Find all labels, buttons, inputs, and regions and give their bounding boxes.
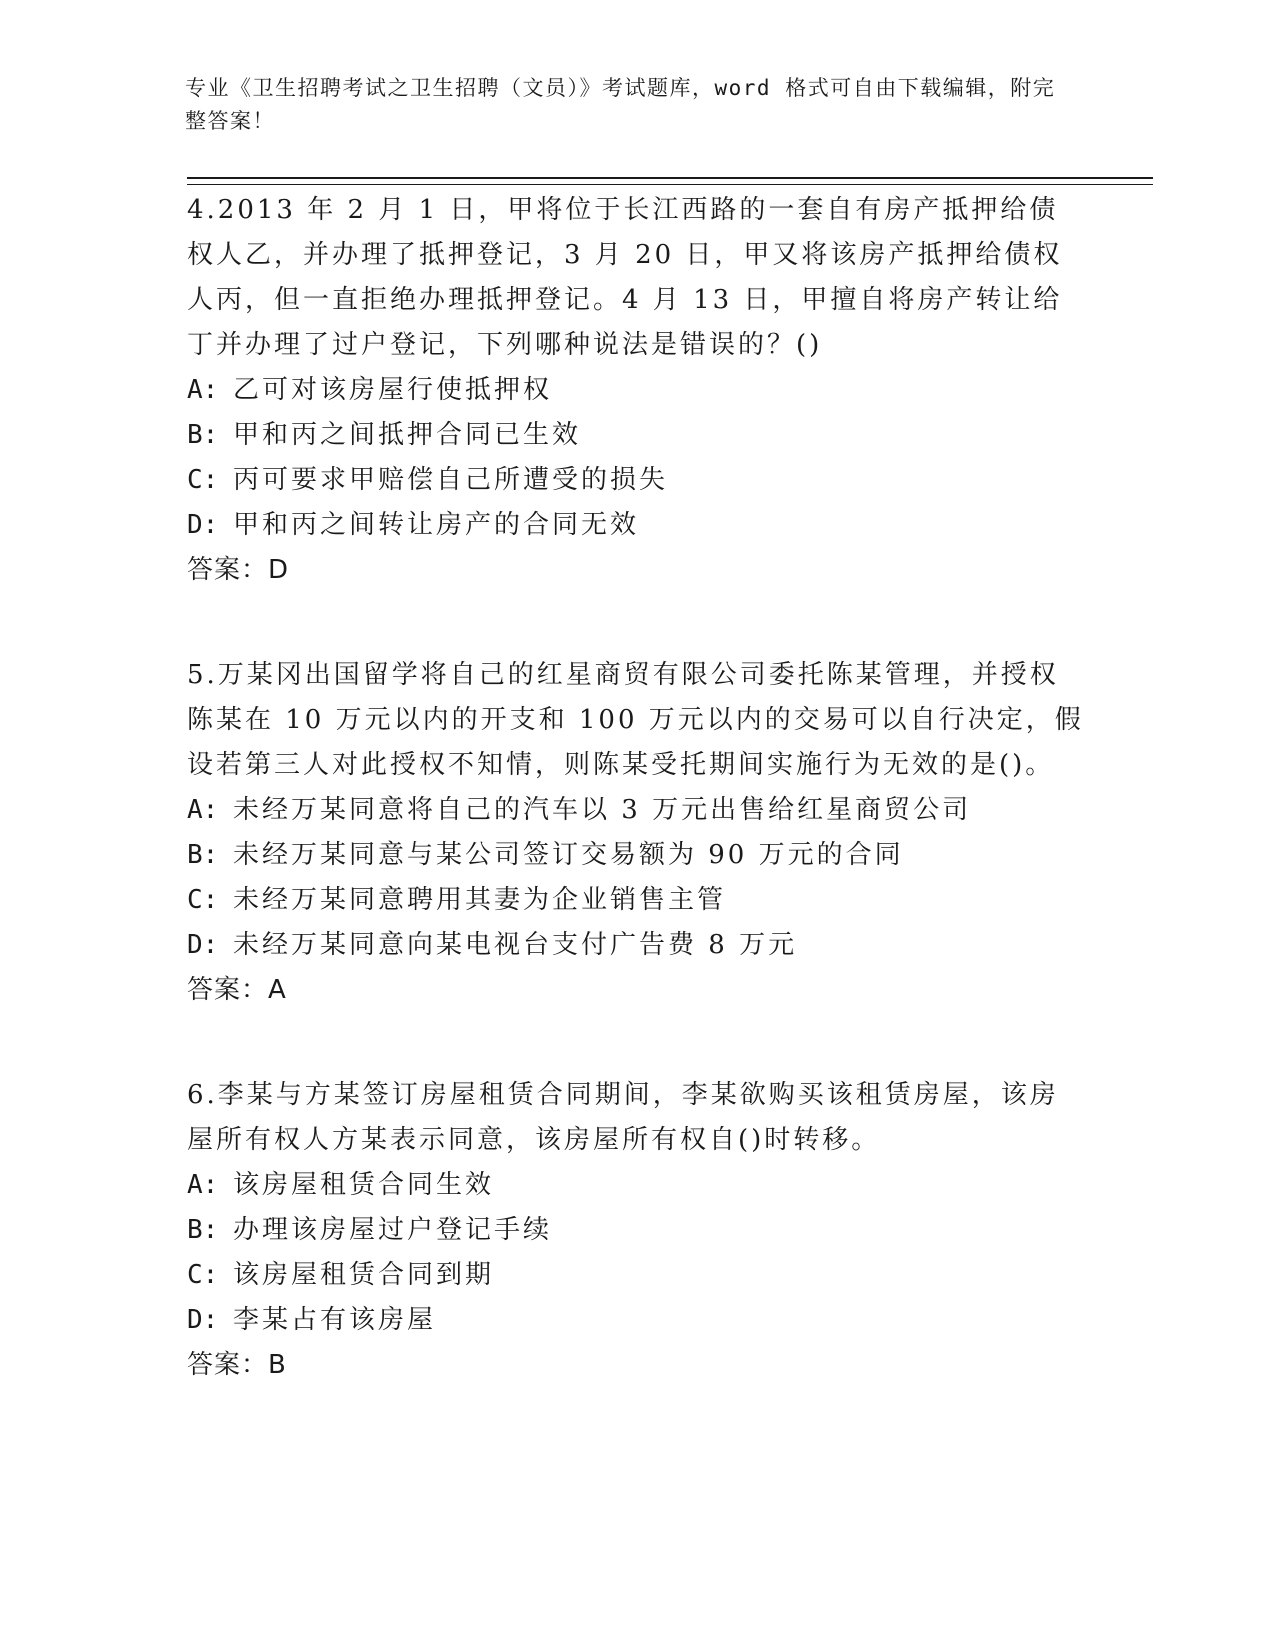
option-letter: B: [187,1215,219,1245]
question-list [187,188,1087,1448]
option-text: 甲和丙之间抵押合同已生效 [233,420,582,450]
option-text: 未经万某同意与某公司签订交易额为 90 万元的合同 [233,840,904,870]
option-letter: D: [187,930,219,960]
option-text: 丙可要求甲赔偿自己所遭受的损失 [233,465,669,495]
option-letter: D: [187,1305,219,1335]
question-text: 5.万某冈出国留学将自己的红星商贸有限公司委托陈某管理，并授权陈某在 10 万元以内的开支和 100 万元以内的交易可以自行决定，假设若第三人对此授权不知情，则陈某受托期间实施行为无效的是()。 [187,660,1084,780]
option-text: 乙可对该房屋行使抵押权 [233,375,553,405]
header-divider [187,177,1153,185]
question-6 [187,1073,1087,1388]
answer-line: 答案：A [187,975,287,1005]
option-c [187,458,1087,503]
option-letter: C: [187,1260,219,1290]
option-letter: D: [187,510,219,540]
option-text: 该房屋租赁合同生效 [233,1170,495,1200]
option-a [187,368,1087,413]
option-text: 未经万某同意聘用其妻为企业销售主管 [233,885,727,915]
option-a [187,788,1087,833]
question-4 [187,188,1087,593]
option-d [187,923,1087,968]
option-d [187,503,1087,548]
answer-line: 答案：D [187,555,290,585]
option-letter: A: [187,795,219,825]
option-letter: A: [187,1170,219,1200]
question-5 [187,653,1087,1013]
option-letter: C: [187,465,219,495]
document-header: 专业《卫生招聘考试之卫生招聘（文员）》考试题库，word 格式可自由下载编辑，附完整答案！ [185,76,1056,133]
option-b [187,1208,1087,1253]
option-text: 办理该房屋过户登记手续 [233,1215,553,1245]
option-b [187,833,1087,878]
option-text: 该房屋租赁合同到期 [233,1260,495,1290]
option-letter: A: [187,375,219,405]
option-a [187,1163,1087,1208]
option-d [187,1298,1087,1343]
option-text: 甲和丙之间转让房产的合同无效 [233,510,640,540]
answer-line: 答案：B [187,1350,287,1380]
option-letter: B: [187,420,219,450]
option-letter: C: [187,885,219,915]
option-c [187,878,1087,923]
question-text: 4.2013 年 2 月 1 日，甲将位于长江西路的一套自有房产抵押给债权人乙，并办理了抵押登记，3 月 20 日，甲又将该房产抵押给债权人丙，但一直拒绝办理抵押登记。4 月 13 日，甲擅自将房产转让给丁并办理了过户登记，下列哪种说法是错误的？() [187,195,1063,360]
option-text: 李某占有该房屋 [233,1305,437,1335]
option-c [187,1253,1087,1298]
option-text: 未经万某同意将自己的汽车以 3 万元出售给红星商贸公司 [233,795,972,825]
option-letter: B: [187,840,219,870]
option-text: 未经万某同意向某电视台支付广告费 8 万元 [233,930,798,960]
option-b [187,413,1087,458]
question-text: 6.李某与方某签订房屋租赁合同期间，李某欲购买该租赁房屋，该房屋所有权人方某表示同意，该房屋所有权自()时转移。 [187,1080,1059,1155]
